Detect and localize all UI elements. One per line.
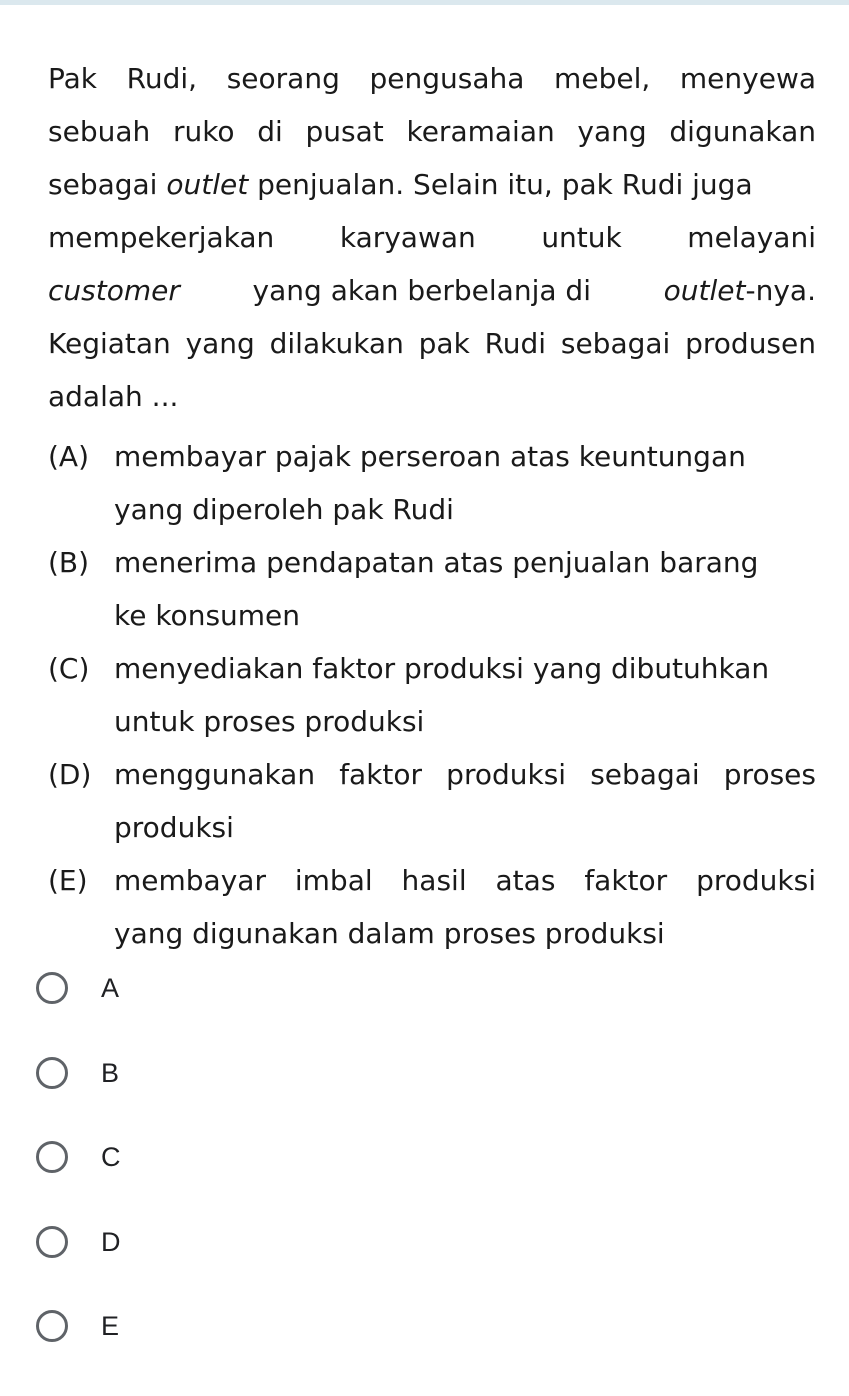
option-line: yang diperoleh pak Rudi: [114, 493, 454, 526]
question-text: yang akan berbelanja di: [252, 274, 591, 307]
option-line: untuk proses produksi: [114, 705, 425, 738]
question-italic-customer: customer: [48, 274, 180, 307]
option-d: [48, 748, 816, 854]
answer-option-c[interactable]: [36, 1129, 121, 1214]
question-line-2: sebuah ruko di pusat keramaian yang digunakan: [48, 115, 816, 148]
option-list: [48, 430, 816, 960]
answer-label[interactable]: E: [101, 1311, 120, 1341]
answer-option-d[interactable]: [36, 1214, 121, 1299]
question-line-4: mempekerjakan karyawan untuk melayani: [48, 221, 816, 254]
answer-option-e[interactable]: [36, 1298, 121, 1383]
option-line: menyediakan faktor produksi yang dibutuhkan: [114, 652, 770, 685]
option-line: menerima pendapatan atas penjualan barang: [114, 546, 759, 579]
question-text: -nya.: [745, 274, 816, 307]
option-c: [48, 642, 816, 748]
option-line: yang digunakan dalam proses produksi: [114, 917, 665, 950]
option-line: membayar imbal hasil atas faktor produksi: [114, 864, 816, 897]
option-line: ke konsumen: [114, 599, 301, 632]
question-outlet-nya: [664, 264, 816, 317]
option-letter: (D): [48, 758, 92, 791]
question-line-7: adalah ...: [48, 380, 179, 413]
option-text: [114, 854, 816, 960]
option-text: [114, 748, 816, 854]
radio-button-b[interactable]: [36, 1057, 68, 1089]
option-a: [48, 430, 816, 536]
radio-button-a[interactable]: [36, 972, 68, 1004]
radio-button-e[interactable]: [36, 1310, 68, 1342]
question-line-6: Kegiatan yang dilakukan pak Rudi sebagai produsen: [48, 327, 816, 360]
option-letter: (E): [48, 864, 88, 897]
question-line-5: [48, 264, 816, 317]
top-accent-bar: [0, 0, 849, 5]
answer-label[interactable]: D: [101, 1226, 121, 1257]
question-image: [48, 52, 816, 950]
option-letter: (B): [48, 546, 90, 579]
answer-label[interactable]: B: [101, 1057, 120, 1088]
option-letter: (A): [48, 440, 90, 473]
question-line-3: [48, 158, 816, 211]
radio-button-c[interactable]: [36, 1141, 68, 1173]
answer-label[interactable]: A: [101, 973, 120, 1003]
option-text: [114, 536, 816, 642]
question-line-1: Pak Rudi, seorang pengusaha mebel, menyewa: [48, 62, 816, 95]
answer-label[interactable]: C: [101, 1142, 121, 1172]
question-text: sebagai: [48, 168, 158, 201]
option-b: [48, 536, 816, 642]
question-text: penjualan. Selain itu, pak Rudi juga: [257, 168, 753, 201]
question-italic-outlet: outlet: [166, 168, 249, 201]
question-italic-outlet: outlet: [663, 274, 746, 307]
answer-option-b[interactable]: [36, 1045, 121, 1130]
radio-button-d[interactable]: [36, 1226, 68, 1258]
answer-radio-group: [36, 960, 121, 1383]
answer-option-a[interactable]: [36, 960, 121, 1045]
option-text: [114, 642, 816, 748]
option-letter: (C): [48, 652, 90, 685]
option-line: membayar pajak perseroan atas keuntungan: [114, 440, 746, 473]
option-e: [48, 854, 816, 960]
option-line: produksi: [114, 811, 234, 844]
option-text: [114, 430, 816, 536]
option-line: menggunakan faktor produksi sebagai proses: [114, 758, 816, 791]
